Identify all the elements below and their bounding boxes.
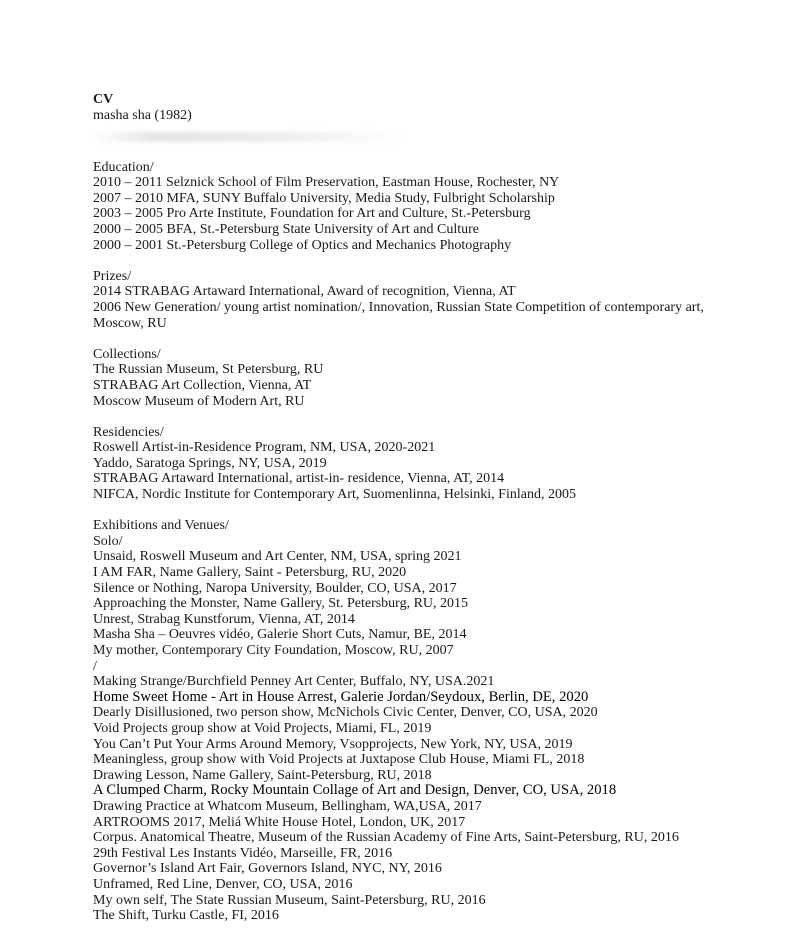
group-item: Drawing Lesson, Name Gallery, Saint-Petersburg, RU, 2018: [93, 767, 432, 783]
education-heading: Education/: [93, 159, 154, 175]
group-item: Home Sweet Home - Art in House Arrest, Galerie Jordan/Seydoux, Berlin, DE, 2020: [93, 688, 589, 705]
group-item: My own self, The State Russian Museum, Saint-Petersburg, RU, 2016: [93, 892, 486, 908]
solo-item: Approaching the Monster, Name Gallery, St. Petersburg, RU, 2015: [93, 596, 469, 612]
collection-item: STRABAG Art Collection, Vienna, AT: [93, 377, 312, 393]
education-item: 2000 – 2005 BFA, St.-Petersburg State University of Art and Culture: [93, 221, 480, 237]
group-item: You Can’t Put Your Arms Around Memory, Vsopprojects, New York, NY, USA, 2019: [93, 736, 573, 752]
solo-item: Unsaid, Roswell Museum and Art Center, NM, USA, spring 2021: [93, 549, 462, 565]
group-item: ARTROOMS 2017, Meliá White House Hotel, London, UK, 2017: [93, 814, 466, 830]
group-item: Governor’s Island Art Fair, Governors Island, NYC, NY, 2016: [93, 861, 442, 877]
group-item: Making Strange/Burchfield Penney Art Center, Buffalo, NY, USA.2021: [93, 674, 495, 690]
collection-item: The Russian Museum, St Petersburg, RU: [93, 362, 324, 378]
residency-item: Roswell Artist-in-Residence Program, NM, USA, 2020-2021: [93, 440, 436, 456]
solo-item: Unrest, Strabag Kunstforum, Vienna, AT, 2014: [93, 611, 355, 627]
education-item: 2007 – 2010 MFA, SUNY Buffalo University, Media Study, Fulbright Scholarship: [93, 190, 555, 206]
solo-heading: Solo/: [93, 533, 123, 549]
residency-item: STRABAG Artaward International, artist-in- residence, Vienna, AT, 2014: [93, 471, 505, 487]
group-item: Meaningless, group show with Void Projects at Juxtapose Club House, Miami FL, 2018: [93, 752, 585, 768]
residencies-heading: Residencies/: [93, 424, 164, 440]
residency-item: Yaddo, Saratoga Springs, NY, USA, 2019: [93, 455, 327, 471]
group-item: Unframed, Red Line, Denver, CO, USA, 2016: [93, 876, 353, 892]
education-item: 2010 – 2011 Selznick School of Film Preservation, Eastman House, Rochester, NY: [93, 175, 560, 191]
cv-title: CV: [93, 92, 114, 107]
residencies-section: [93, 425, 753, 503]
artist-name: masha sha (1982): [93, 108, 192, 123]
solo-item: I AM FAR, Name Gallery, Saint - Petersburg, RU, 2020: [93, 565, 407, 581]
residency-item: NIFCA, Nordic Institute for Contemporary Art, Suomenlinna, Helsinki, Finland, 2005: [93, 487, 576, 503]
group-item: Dearly Disillusioned, two person show, McNichols Civic Center, Denver, CO, USA, 2020: [93, 705, 598, 721]
group-item: Corpus. Anatomical Theatre, Museum of the Russian Academy of Fine Arts, Saint-Petersburg, RU, 2016: [93, 830, 679, 846]
prize-item: 2014 STRABAG Artaward International, Award of recognition, Vienna, AT: [93, 284, 516, 300]
group-item: 29th Festival Les Instants Vidéo, Marseille, FR, 2016: [93, 845, 393, 861]
prizes-section: [93, 269, 753, 331]
group-item: Void Projects group show at Void Projects, Miami, FL, 2019: [93, 720, 432, 736]
group-item: A Clumped Charm, Rocky Mountain Collage of Art and Design, Denver, CO, USA, 2018: [93, 782, 617, 799]
exhibitions-heading: Exhibitions and Venues/: [93, 518, 229, 534]
collections-section: [93, 347, 753, 409]
group-item: The Shift, Turku Castle, FI, 2016: [93, 908, 279, 924]
collections-heading: Collections/: [93, 346, 161, 362]
education-item: 2000 – 2001 St.-Petersburg College of Optics and Mechanics Photography: [93, 237, 512, 253]
group-item: Drawing Practice at Whatcom Museum, Bellingham, WA,USA, 2017: [93, 798, 482, 814]
solo-item: Masha Sha – Oeuvres vidéo, Galerie Short Cuts, Namur, BE, 2014: [93, 627, 467, 643]
education-item: 2003 – 2005 Pro Arte Institute, Foundation for Art and Culture, St.-Petersburg: [93, 206, 531, 222]
exhibitions-section: [93, 518, 753, 923]
solo-item: Silence or Nothing, Naropa University, Boulder, CO, USA, 2017: [93, 580, 457, 596]
group-separator: /: [93, 658, 97, 674]
prize-item: 2006 New Generation/ young artist nomination/, Innovation, Russian State Competition of contemporary art, Moscow, RU: [93, 299, 704, 331]
cv-document: [93, 92, 753, 924]
solo-item: My mother, Contemporary City Foundation, Moscow, RU, 2007: [93, 643, 454, 658]
collection-item: Moscow Museum of Modern Art, RU: [93, 393, 305, 409]
education-section: [93, 160, 753, 254]
blurred-contact-line: [93, 132, 403, 142]
prizes-heading: Prizes/: [93, 268, 132, 284]
